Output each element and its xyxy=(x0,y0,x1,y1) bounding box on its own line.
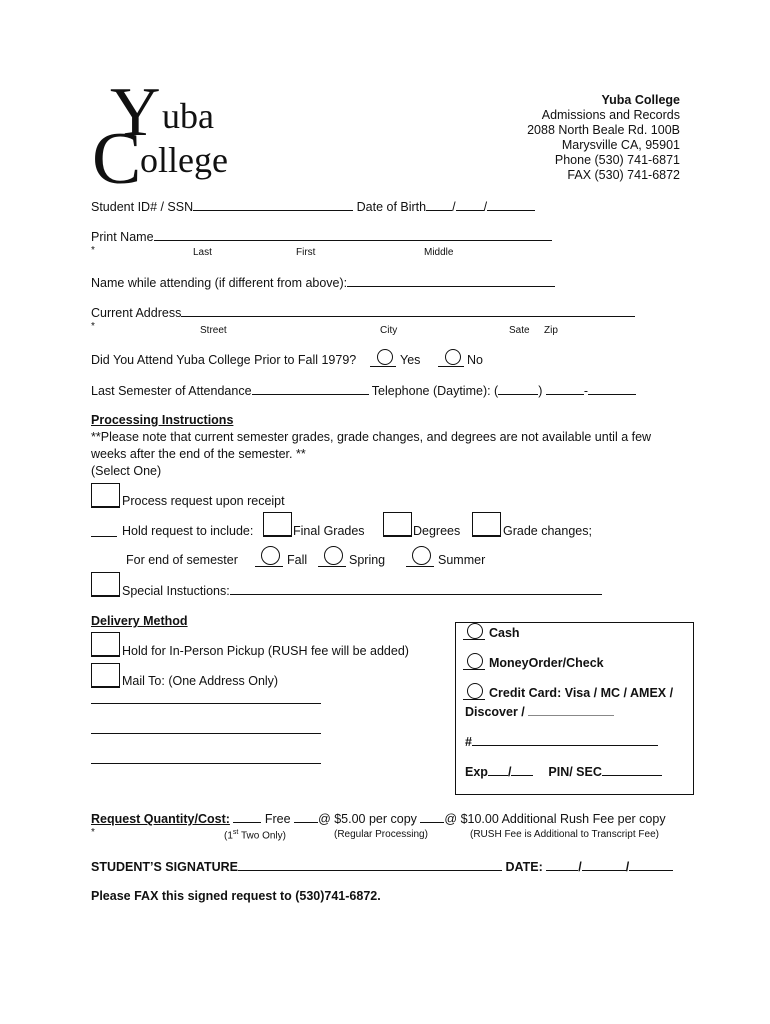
credit-card-label: Credit Card: Visa / MC / AMEX / xyxy=(489,686,674,700)
exp-label: Exp xyxy=(465,765,488,779)
fax-number: FAX (530) 741-6872 xyxy=(567,168,680,182)
special-instructions-checkbox[interactable] xyxy=(91,572,120,597)
spring-label: Spring xyxy=(349,553,386,567)
first-two-post: Two Only) xyxy=(238,830,286,842)
first-two-pre: (1 xyxy=(224,830,233,842)
asterisk: * xyxy=(91,321,95,332)
discover-label: Discover / xyxy=(465,705,525,719)
dob-slash: / xyxy=(452,200,456,214)
street-address: 2088 North Beale Rd. 100B xyxy=(527,123,680,137)
degrees-label: Degrees xyxy=(413,524,461,538)
asterisk: * xyxy=(91,827,95,838)
processing-note-line2: weeks after the end of the semester. ** xyxy=(91,447,306,461)
credit-card-radio[interactable] xyxy=(467,683,483,699)
mail-address-line-1[interactable] xyxy=(91,703,321,704)
last-semester-field[interactable] xyxy=(252,383,369,395)
quantity-label: Request Quantity/Cost: xyxy=(91,812,230,826)
process-receipt-checkbox[interactable] xyxy=(91,483,120,508)
fall-radio[interactable] xyxy=(261,546,280,565)
date-day-field[interactable] xyxy=(582,859,626,871)
date-year-field[interactable] xyxy=(629,859,673,871)
summer-radio[interactable] xyxy=(412,546,431,565)
no-radio[interactable] xyxy=(445,349,461,365)
fall-label: Fall xyxy=(287,553,308,567)
phone-prefix-field[interactable] xyxy=(546,383,584,395)
summer-label: Summer xyxy=(438,553,486,567)
signature-field[interactable] xyxy=(238,859,502,871)
degrees-checkbox[interactable] xyxy=(383,512,412,537)
current-address-label: Current Address xyxy=(91,306,182,320)
final-grades-label: Final Grades xyxy=(293,524,365,538)
area-code-field[interactable] xyxy=(498,383,538,395)
yes-blank xyxy=(370,366,396,367)
dob-slash: / xyxy=(483,200,488,214)
regular-qty-field[interactable] xyxy=(294,811,318,823)
grade-changes-label: Grade changes; xyxy=(503,524,592,538)
yes-radio[interactable] xyxy=(377,349,393,365)
telephone-label: Telephone (Daytime): ( xyxy=(371,384,499,398)
hold-pickup-label: Hold for In-Person Pickup (RUSH fee will be added) xyxy=(122,644,409,658)
card-number-label: # xyxy=(465,735,472,749)
last-semester-label: Last Semester of Attendance xyxy=(91,384,252,398)
name-while-attending-field[interactable] xyxy=(347,275,555,287)
select-one-note: (Select One) xyxy=(91,464,162,478)
mail-to-checkbox[interactable] xyxy=(91,663,120,688)
mail-address-line-2[interactable] xyxy=(91,733,321,734)
no-label: No xyxy=(467,353,483,367)
last-name-caption: Last xyxy=(193,247,212,258)
hold-include-label: Hold request to include: xyxy=(122,524,254,538)
exp-slash: / xyxy=(507,765,512,779)
college-logo: Y uba C ollege xyxy=(92,74,228,200)
processing-heading: Processing Instructions xyxy=(91,413,234,427)
dob-month-field[interactable] xyxy=(426,199,452,211)
money-order-blank xyxy=(463,669,485,670)
final-grades-checkbox[interactable] xyxy=(263,512,292,537)
student-id-field[interactable] xyxy=(193,199,353,211)
rush-qty-field[interactable] xyxy=(420,811,444,823)
student-id-label: Student ID# / SSN xyxy=(91,200,194,214)
grade-changes-checkbox[interactable] xyxy=(472,512,501,537)
date-slash: / xyxy=(625,860,630,874)
process-receipt-label: Process request upon receipt xyxy=(122,494,285,508)
tel-dash: - xyxy=(583,384,589,398)
dob-day-field[interactable] xyxy=(456,199,484,211)
dob-year-field[interactable] xyxy=(487,199,535,211)
money-order-label: MoneyOrder/Check xyxy=(489,656,604,670)
money-order-radio[interactable] xyxy=(467,653,483,669)
middle-name-caption: Middle xyxy=(424,247,454,258)
fall-blank xyxy=(255,566,283,567)
free-label: Free xyxy=(264,812,291,826)
print-name-field[interactable] xyxy=(154,229,552,241)
hold-include-blank[interactable] xyxy=(91,536,117,537)
no-blank xyxy=(438,366,464,367)
dob-label: Date of Birth xyxy=(356,200,427,214)
print-name-label: Print Name xyxy=(91,230,154,244)
pin-label: PIN/ SEC xyxy=(548,765,602,779)
card-number-field[interactable] xyxy=(472,734,658,746)
asterisk: * xyxy=(91,245,95,256)
free-qty-field[interactable] xyxy=(233,811,261,823)
summer-blank xyxy=(406,566,434,567)
zip-caption: Zip xyxy=(544,325,558,336)
tel-paren: ) xyxy=(538,384,543,398)
date-label: DATE: xyxy=(505,860,543,874)
regular-note: (Regular Processing) xyxy=(334,829,428,840)
yes-label: Yes xyxy=(400,353,421,367)
special-instructions-field[interactable] xyxy=(230,583,602,595)
end-semester-label: For end of semester xyxy=(126,553,238,567)
regular-label: @ $5.00 per copy xyxy=(318,812,417,826)
mail-to-label: Mail To: (One Address Only) xyxy=(122,674,279,688)
phone-number: Phone (530) 741-6871 xyxy=(554,153,680,167)
attend-prior-label: Did You Attend Yuba College Prior to Fall 1979? xyxy=(91,353,357,367)
rush-note: (RUSH Fee is Additional to Transcript Fee) xyxy=(470,829,659,840)
delivery-heading: Delivery Method xyxy=(91,614,188,628)
street-caption: Street xyxy=(200,325,227,336)
spring-blank xyxy=(318,566,346,567)
date-month-field[interactable] xyxy=(546,859,578,871)
credit-card-blank xyxy=(463,699,485,700)
spring-radio[interactable] xyxy=(324,546,343,565)
name-while-attending-label: Name while attending (if different from above): xyxy=(91,276,348,290)
exp-month-field[interactable] xyxy=(488,764,508,776)
first-name-caption: First xyxy=(296,247,316,258)
city-caption: City xyxy=(380,325,398,336)
pin-field[interactable] xyxy=(602,764,662,776)
state-caption: Sate xyxy=(509,325,530,336)
card-type-other-field[interactable] xyxy=(528,704,614,716)
city-address: Marysville CA, 95901 xyxy=(561,138,680,152)
date-slash: / xyxy=(578,860,582,874)
hold-pickup-checkbox[interactable] xyxy=(91,632,120,657)
current-address-field[interactable] xyxy=(181,305,635,317)
exp-year-field[interactable] xyxy=(511,764,533,776)
first-two-note xyxy=(224,829,286,841)
college-name: Yuba College xyxy=(601,93,680,107)
fax-instruction: Please FAX this signed request to (530)741-6872. xyxy=(91,889,381,903)
rush-label: @ $10.00 Additional Rush Fee per copy xyxy=(444,812,666,826)
college-address xyxy=(527,93,680,183)
mail-address-line-3[interactable] xyxy=(91,763,321,764)
cash-blank xyxy=(463,639,485,640)
first-two-sup: st xyxy=(232,829,239,836)
cash-label: Cash xyxy=(489,626,520,640)
phone-line-field[interactable] xyxy=(588,383,636,395)
signature-label: STUDENT’S SIGNATURE xyxy=(91,860,238,874)
cash-radio[interactable] xyxy=(467,623,483,639)
processing-note-line1: **Please note that current semester grades, grade changes, and degrees are not available until a few xyxy=(91,430,652,444)
department: Admissions and Records xyxy=(541,108,680,122)
special-instructions-label: Special Instuctions: xyxy=(122,584,230,598)
